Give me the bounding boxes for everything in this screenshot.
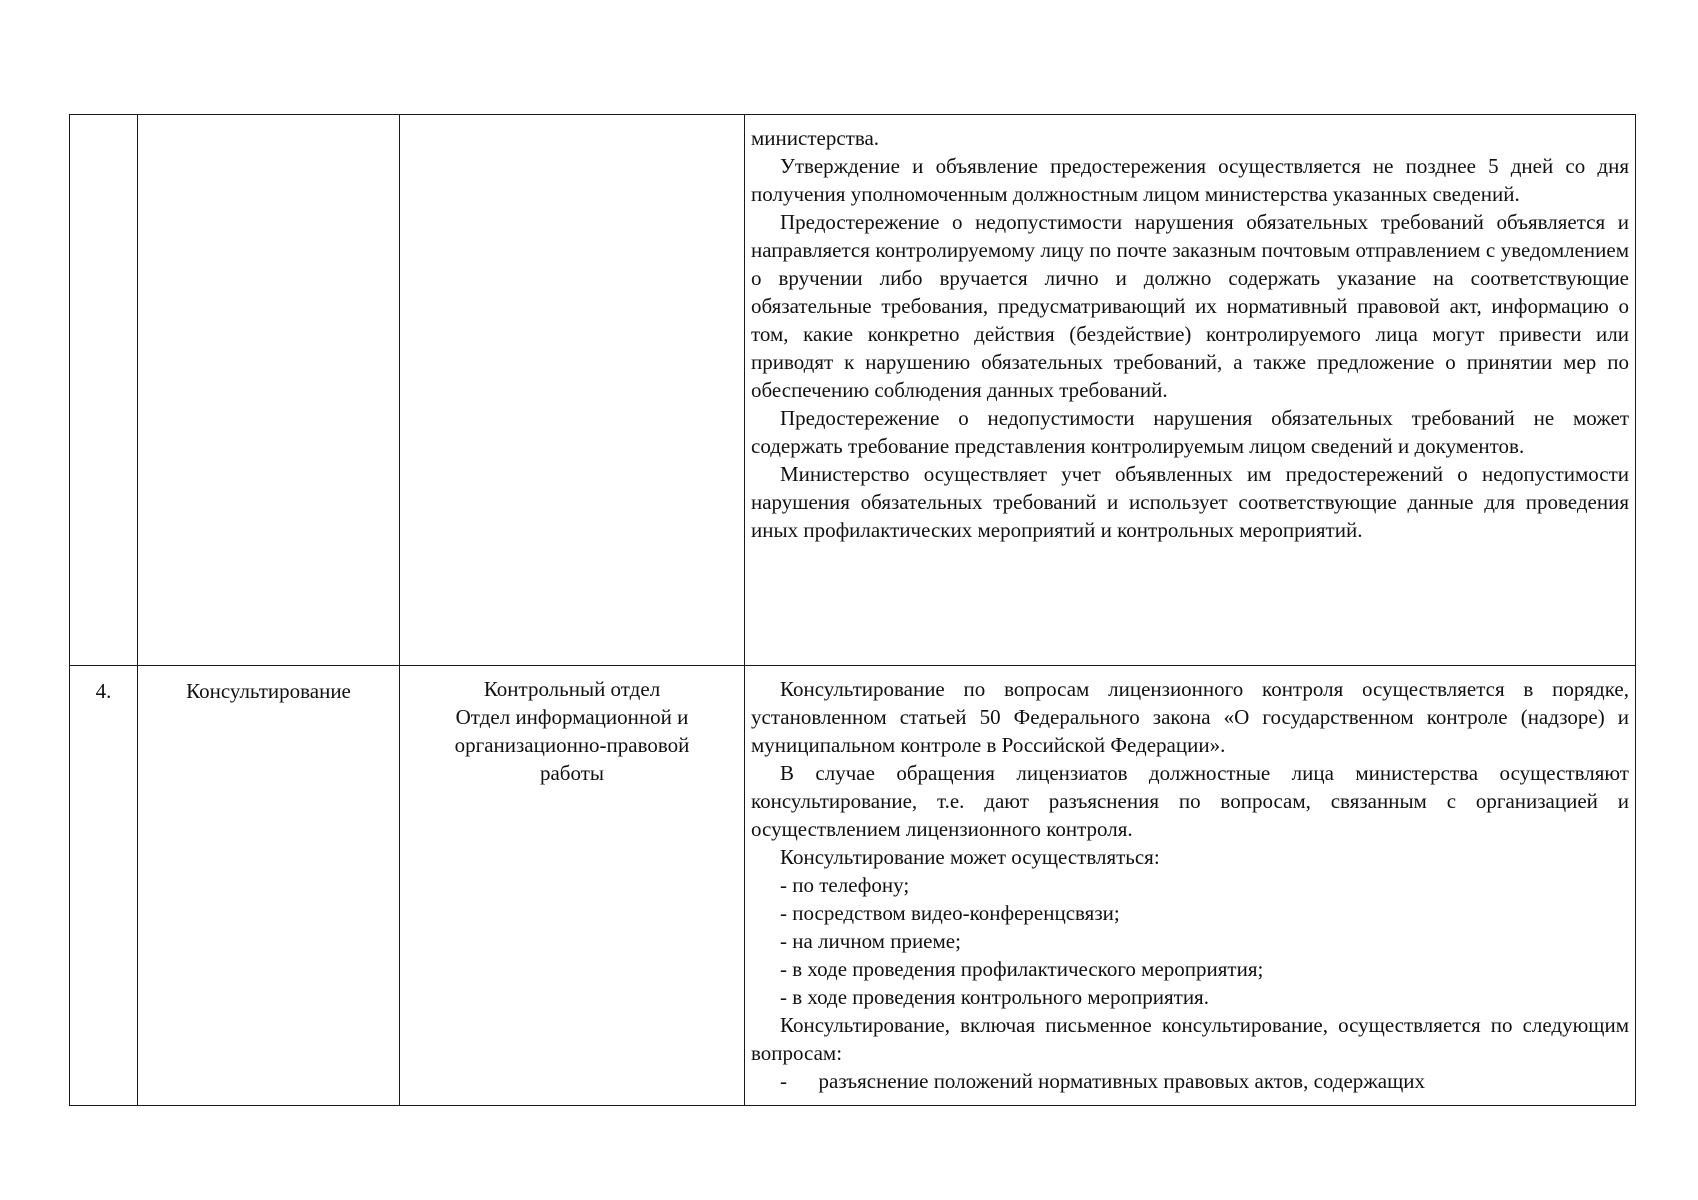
measure-name [144,124,393,126]
responsible-unit-cell [400,115,745,666]
row-number: 4. [95,679,112,703]
list-item: - в ходе проведения контрольного мероприятия. [780,985,1209,1009]
description-paragraph: Утверждение и объявление предостережения осуществляется не позднее 5 дней со дня получения уполномоченным должностным лицом министерства указанных сведений. [751,154,1629,206]
description-paragraph: Предостережение о недопустимости нарушения обязательных требований объявляется и направляется контролируемому лицу по почте заказным почтовым отправлением с уведомлением о вручении либо вручается лично и должно содержать указание на соответствующие обязательные требования, предусматривающий их нормативный правовой акт, информацию о том, какие конкретно действия (бездействие) контролируемого лица могут привести или приводят к нарушению обязательных требований, а также предложение о принятии мер по обеспечению соблюдения данных требований. [751,210,1629,402]
responsible-unit-line: организационно-правовой [454,733,690,757]
row-number-cell [70,666,138,1106]
description-paragraph: Предостережение о недопустимости нарушения обязательных требований не может содержать требование представления контролируемым лицом сведений и документов. [751,406,1629,458]
measure-name-cell [138,666,400,1106]
measure-name-cell [138,115,400,666]
description-paragraph: - разъяснение положений нормативных правовых актов, содержащих [780,1069,1426,1093]
description-paragraph: Министерство осуществляет учет объявленных им предостережений о недопустимости нарушения обязательных требований и использует соответствующие данные для проведения иных профилактических мероприятий и контрольных мероприятий. [751,462,1629,542]
table-row [70,115,1636,666]
description-cell [745,666,1636,1106]
list-item: - посредством видео-конференцсвязи; [780,901,1120,925]
measure-name: Консультирование [186,679,351,703]
row-number [76,124,131,126]
list-item: - в ходе проведения профилактического мероприятия; [780,957,1264,981]
description-cell [745,115,1636,666]
description-paragraph: В случае обращения лицензиатов должностные лица министерства осуществляют консультирование, т.е. дают разъяснения по вопросам, связанным с организацией и осуществлением лицензионного контроля. [751,761,1629,841]
document-table [69,114,1636,1106]
responsible-unit-line: работы [539,761,604,785]
list-item: - по телефону; [780,873,910,897]
responsible-unit-line: Отдел информационной и [455,705,689,729]
description-paragraph: Консультирование может осуществляться: [780,845,1160,869]
list-item: - на личном приеме; [780,929,961,953]
description-paragraph: Консультирование, включая письменное консультирование, осуществляется по следующим вопросам: [751,1013,1629,1065]
responsible-unit-line: Контрольный отдел [483,677,661,701]
description-paragraph: Консультирование по вопросам лицензионного контроля осуществляется в порядке, установленном статьей 50 Федерального закона «О государственном контроле (надзоре) и муниципальном контроле в Российской Федерации». [751,677,1629,757]
row-number-cell [70,115,138,666]
responsible-unit-cell [400,666,745,1106]
description-paragraph: министерства. [751,126,880,150]
table-row [70,666,1636,1106]
